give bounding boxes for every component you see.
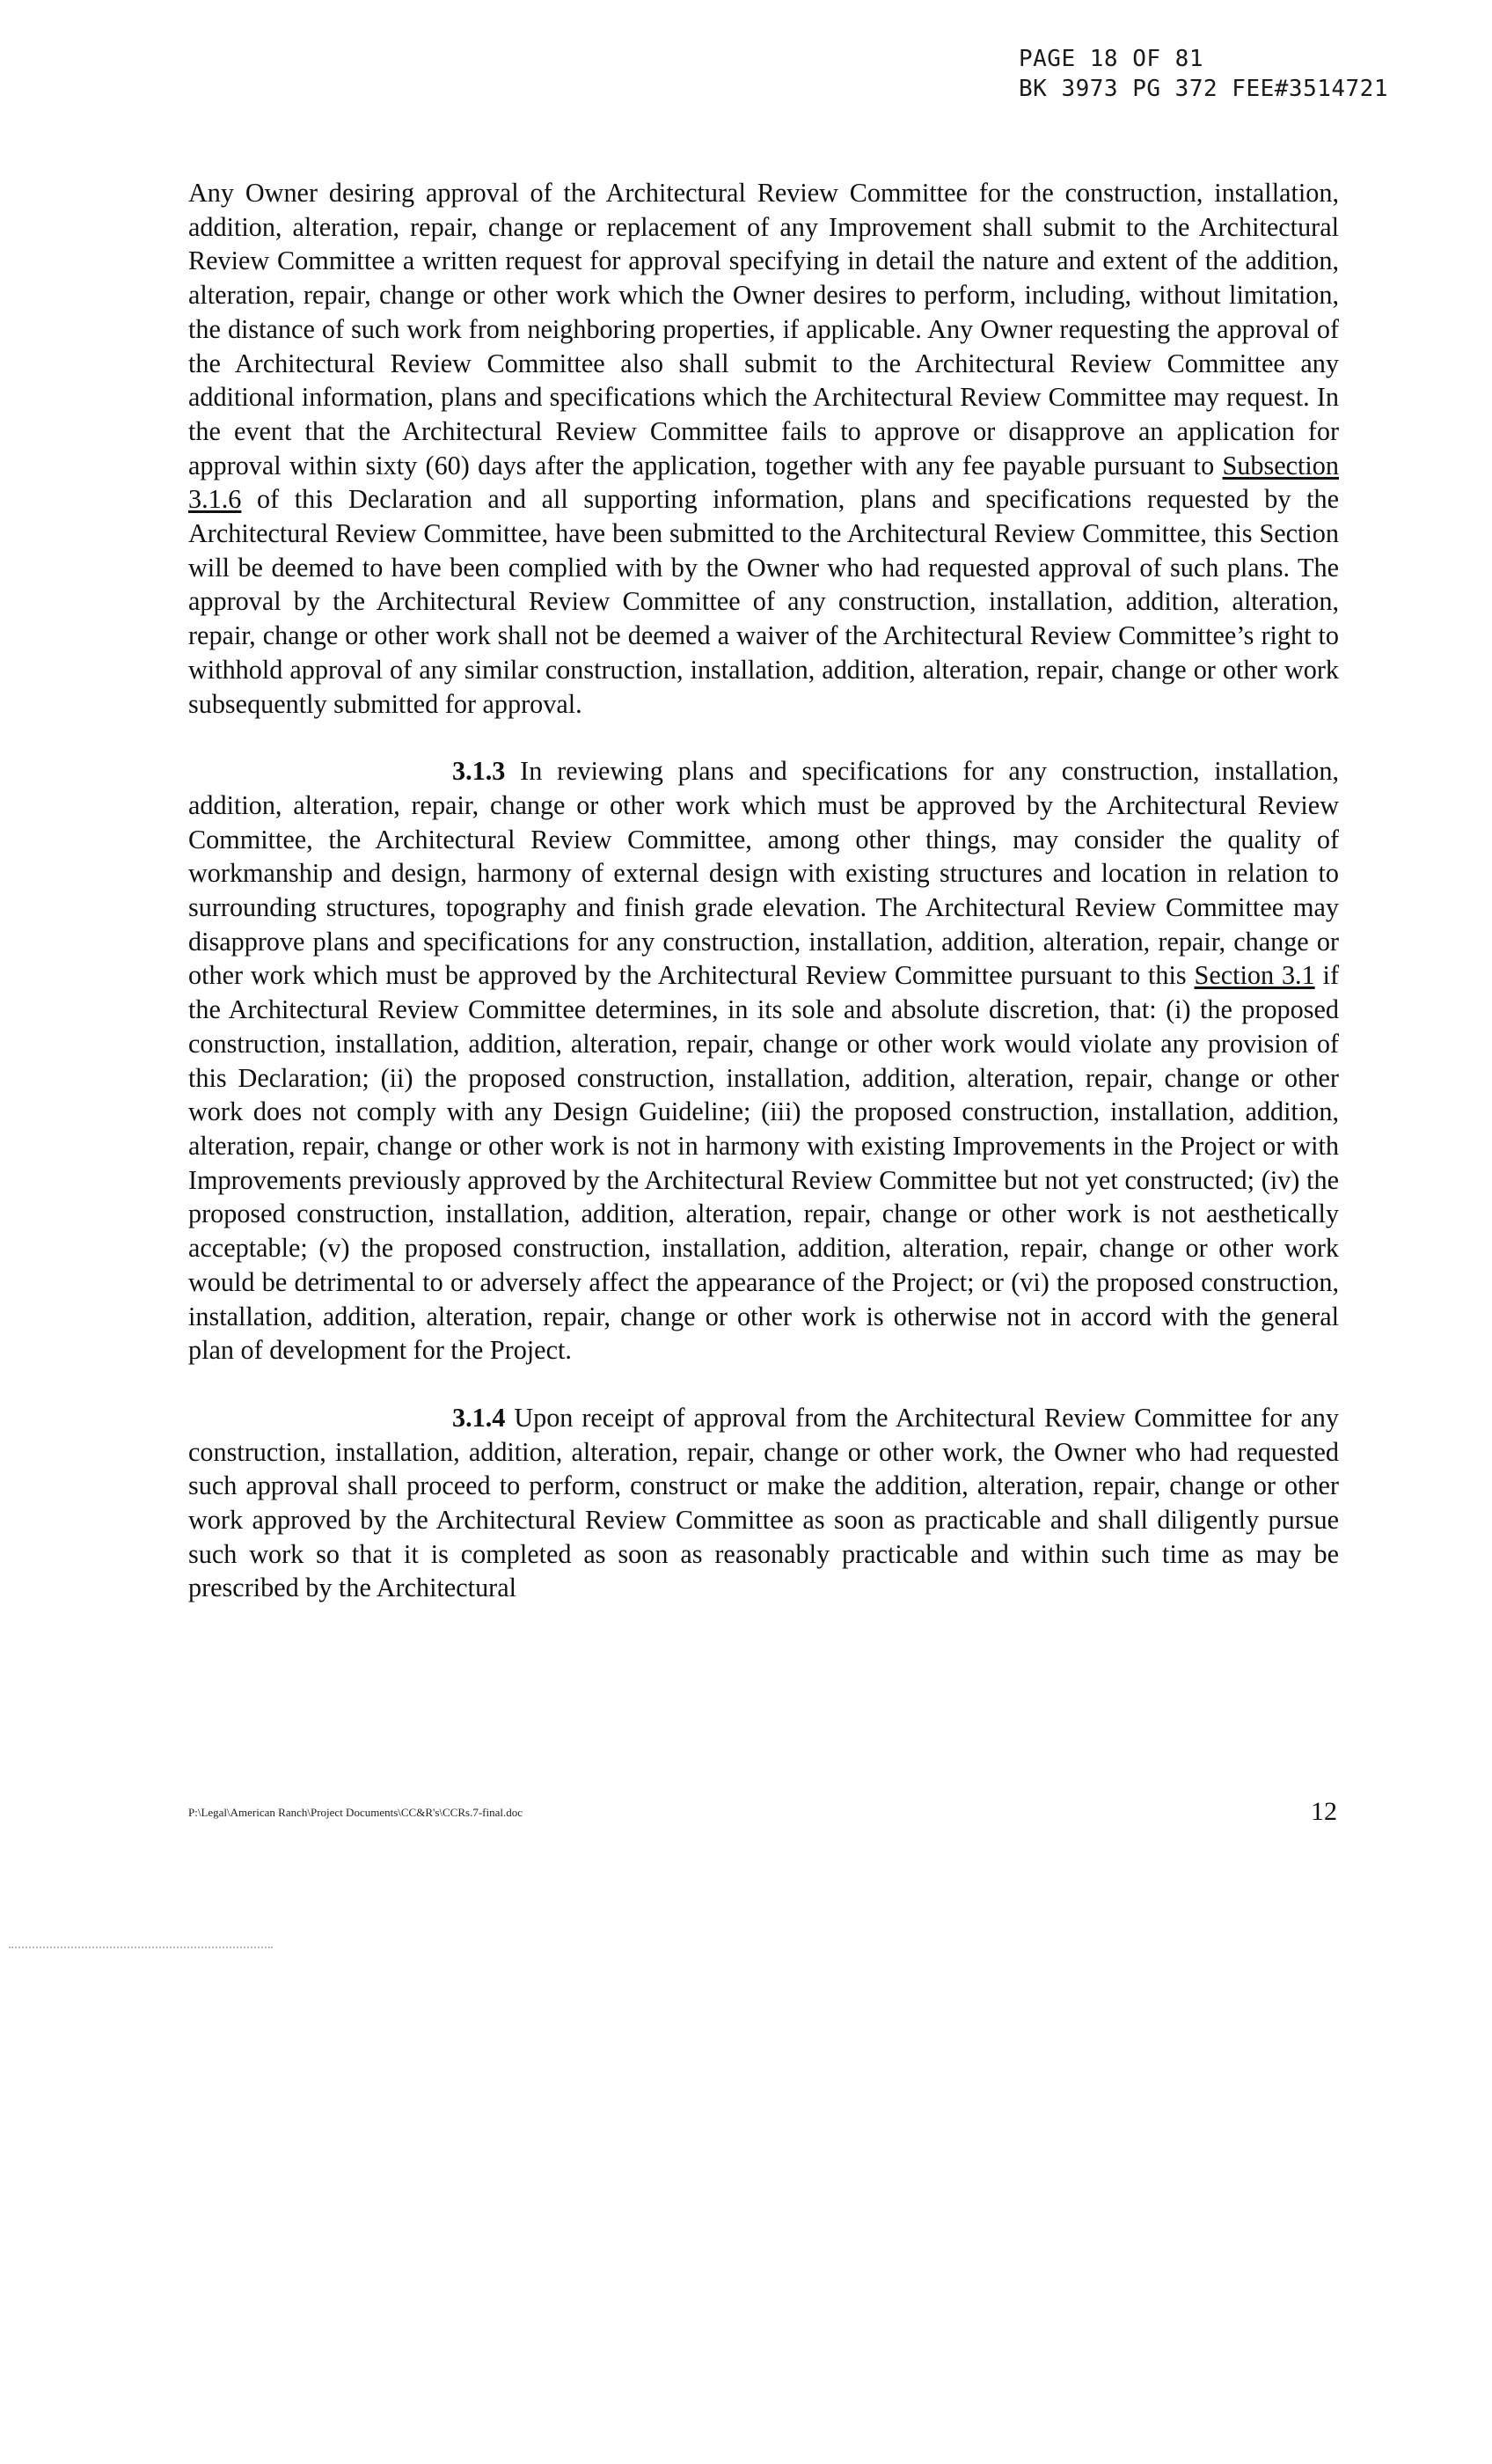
- paragraph-text: of this Declaration and all supporting information, plans and specifications requested by the Architectural Review Committee, have been submitted to the Architectural Review Committee, this Section will be deemed to have been complied with by the Owner who had requested approval of such plans. The approval by the Architectural Review Committee of any construction, installation, addition, alteration, repair, change or other work shall not be deemed a waiver of the Architectural Review Committee’s right to withhold approval of any similar construction, installation, addition, alteration, repair, change or other work subsequently submitted for approval.: [188, 484, 1339, 719]
- stamp-page-line: PAGE 18 OF 81: [1019, 46, 1203, 72]
- paragraph-3-1-3: [188, 754, 1339, 1368]
- paragraph-text: In reviewing plans and specifications for any construction, installation, addition, alteration, repair, change or other work which must be approved by the Architectural Review Committee, the Architectural Review Committee, among other things, may consider the quality of workmanship and design, harmony of external design with existing structures and location in relation to surrounding structures, topography and finish grade elevation. The Architectural Review Committee may disapprove plans and specifications for any construction, installation, addition, alteration, repair, change or other work which must be approved by the Architectural Review Committee pursuant to this: [188, 756, 1339, 991]
- paragraph-approval-request: [188, 176, 1339, 721]
- paragraph-text: Upon receipt of approval from the Architectural Review Committee for any construction, installation, addition, alteration, repair, change or other work, the Owner who had requested such approval shall proceed to perform, construct or make the addition, alteration, repair, change or other work approved by the Architectural Review Committee as soon as practicable and shall diligently pursue such work so that it is completed as soon as reasonably practicable and within such time as may be prescribed by the Architectural: [188, 1402, 1339, 1603]
- scan-artifact: [9, 1947, 273, 1950]
- section-number: 3.1.3: [452, 756, 506, 787]
- section-reference: Section 3.1: [1194, 960, 1315, 991]
- paragraph-3-1-4: [188, 1401, 1339, 1605]
- footer-file-path: P:\Legal\American Ranch\Project Documents\CC&R's\CCRs.7-final.doc: [188, 1806, 523, 1819]
- paragraph-text: Any Owner desiring approval of the Architectural Review Committee for the construction, installation, addition, alteration, repair, change or replacement of any Improvement shall submit to the Architectural Review Committee a written request for approval specifying in detail the nature and extent of the addition, alteration, repair, change or other work which the Owner desires to perform, including, without limitation, the distance of such work from neighboring properties, if applicable. Any Owner requesting the approval of the Architectural Review Committee also shall submit to the Architectural Review Committee any additional information, plans and specifications which the Architectural Review Committee may request. In the event that the Architectural Review Committee fails to approve or disapprove an application for approval within sixty (60) days after the application, together with any fee payable pursuant to: [188, 178, 1339, 480]
- recording-stamp: [1019, 44, 1441, 104]
- stamp-book-line: BK 3973 PG 372 FEE#3514721: [1019, 76, 1388, 102]
- page-number: 12: [1311, 1797, 1337, 1826]
- section-number: 3.1.4: [452, 1402, 506, 1433]
- paragraph-text: if the Architectural Review Committee determines, in its sole and absolute discretion, that: (i) the proposed construction, installation, addition, alteration, repair, change or other work would violate any provision of this Declaration; (ii) the proposed construction, installation, addition, alteration, repair, change or other work does not comply with any Design Guideline; (iii) the proposed construction, installation, addition, alteration, repair, change or other work is not in harmony with existing Improvements in the Project or with Improvements previously approved by the Architectural Review Committee but not yet constructed; (iv) the proposed construction, installation, addition, alteration, repair, change or other work is not aesthetically acceptable; (v) the proposed construction, installation, addition, alteration, repair, change or other work would be detrimental to or adversely affect the appearance of the Project; or (vi) the proposed construction, installation, addition, alteration, repair, change or other work is otherwise not in accord with the general plan of development for the Project.: [188, 960, 1339, 1366]
- document-body: [188, 176, 1339, 1605]
- subsection-reference: Subsection 3.1.6: [188, 450, 1339, 515]
